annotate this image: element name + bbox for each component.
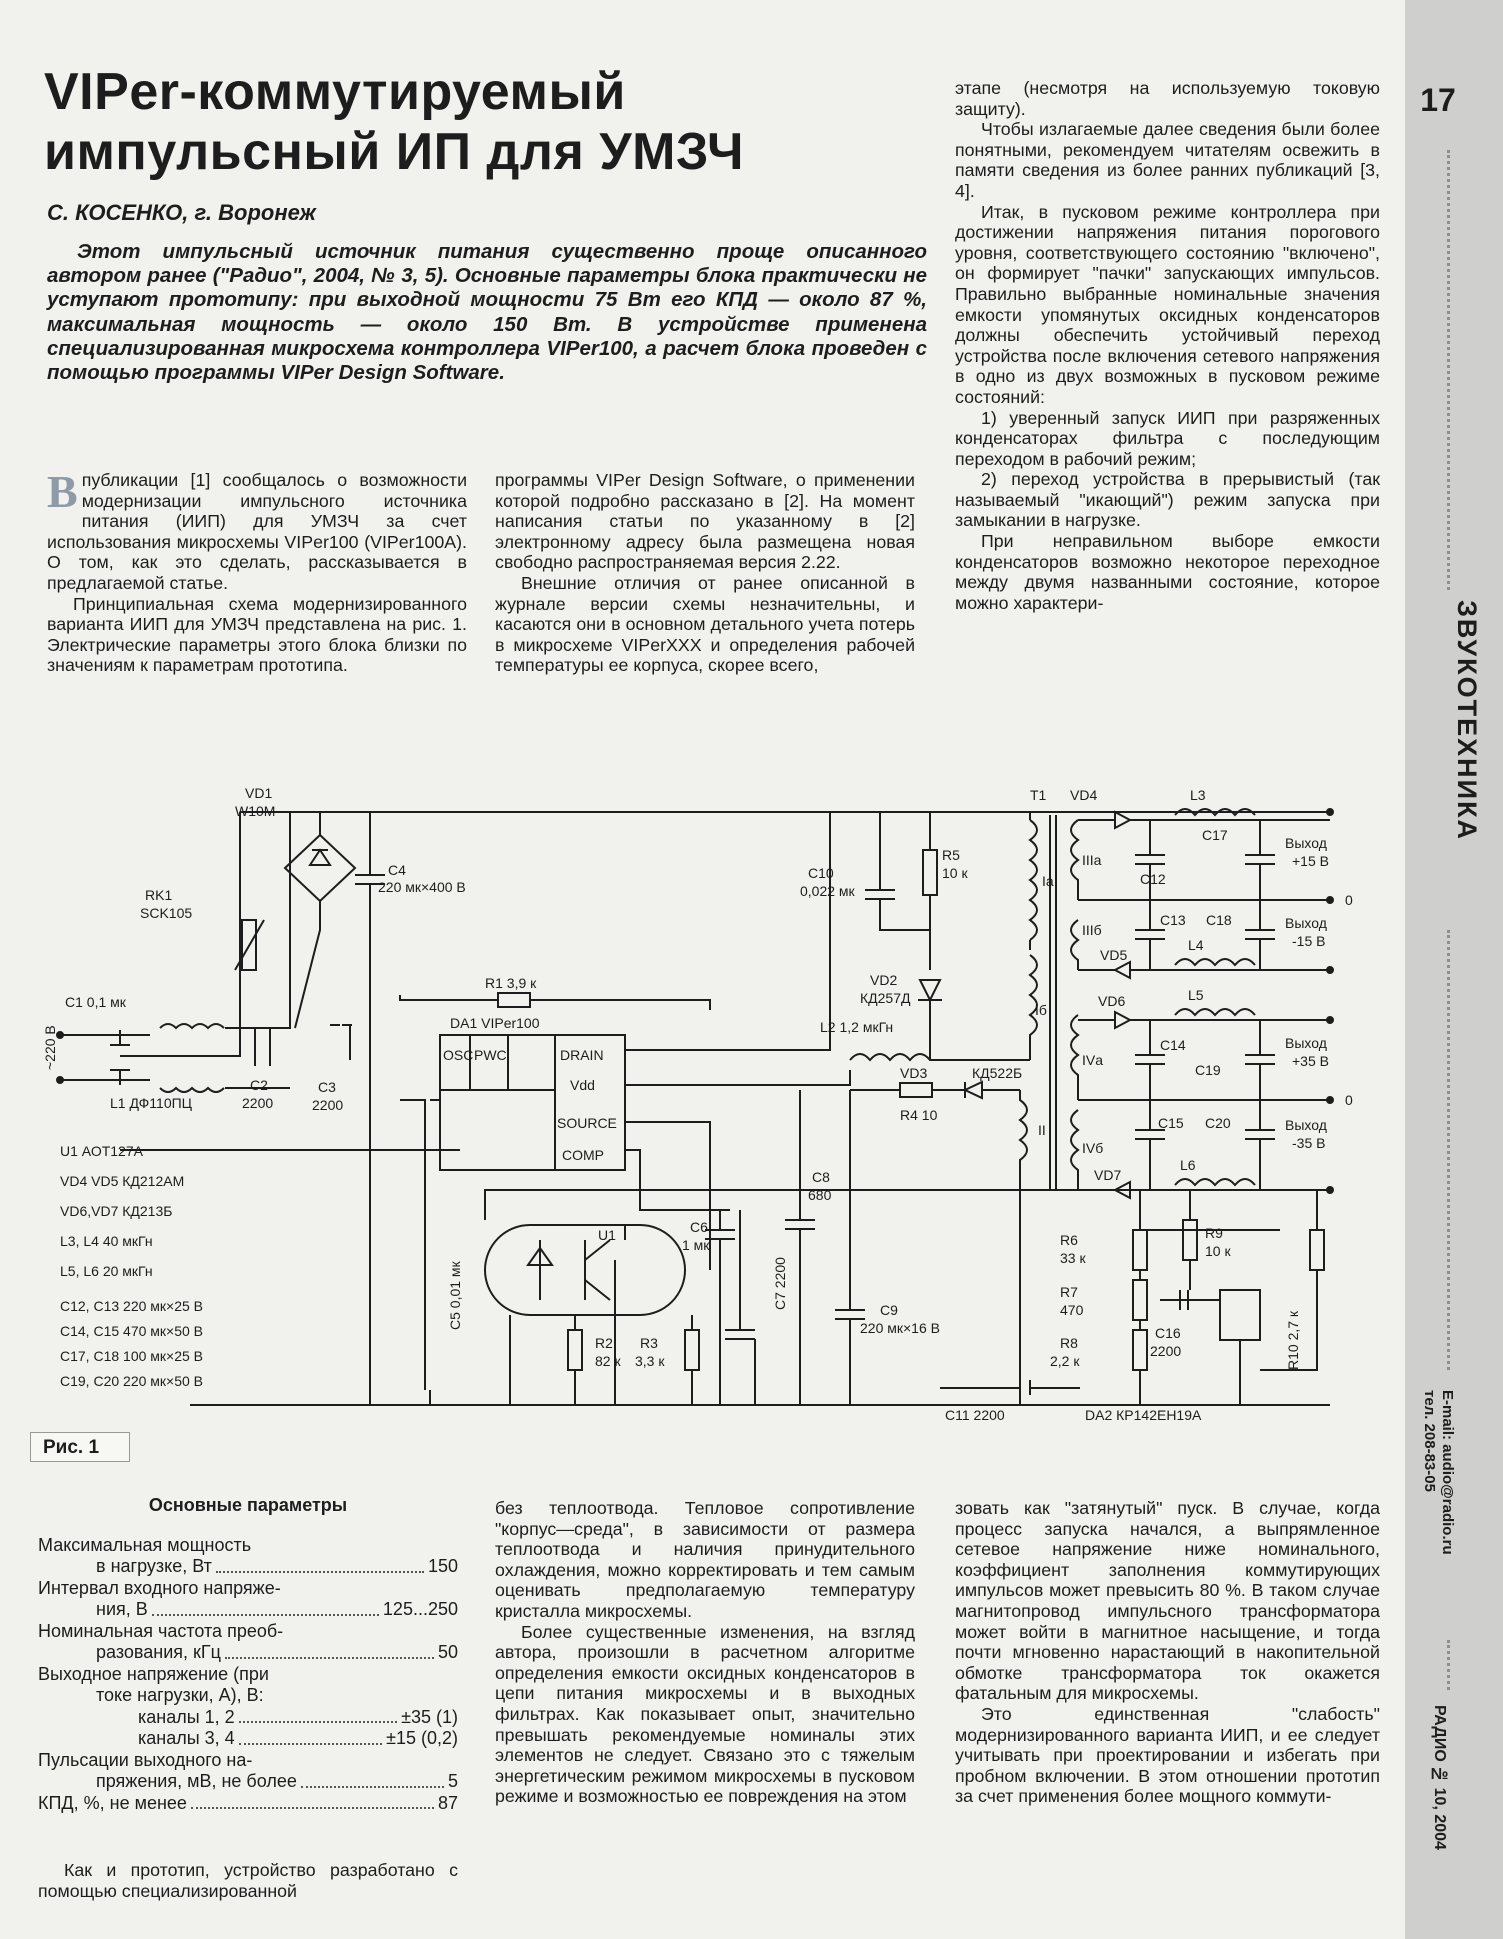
vd3-type: КД522Б xyxy=(972,1065,1023,1081)
legend-item: C14, C15 470 мк×50 В xyxy=(60,1323,204,1339)
section-title: ЗВУКОТЕХНИКА xyxy=(1452,600,1482,842)
vd2-label: VD2 xyxy=(870,972,898,988)
r9-value: 10 к xyxy=(1205,1243,1231,1259)
out2-label: Выход xyxy=(1285,915,1327,931)
l6-label: L6 xyxy=(1180,1157,1196,1173)
c3-label: C3 xyxy=(318,1079,336,1095)
r3-label: R3 xyxy=(640,1335,658,1351)
param-row xyxy=(38,1793,458,1815)
sidebar-divider xyxy=(1447,150,1452,590)
c1-label: C1 0,1 мк xyxy=(65,994,126,1010)
lead-paragraph: Этот импульсный источник питания существенно проще описанного автором ранее ("Радио", 2004, № 3, 5). Основные параметры блока практически не уступают прототипу: при выходной мощности 75 Вт его КПД — около 87 %, максимальная мощность — около 150 Вт. В устройстве применена специализированная микросхема контроллера VIPer100, а расчет блока проведен с помощью программы VIPer Design Software. xyxy=(47,240,927,385)
l1-label: L1 ДФ110ПЦ xyxy=(110,1095,193,1111)
param-label: Интервал входного напряже- xyxy=(38,1577,281,1598)
c19-label: C19 xyxy=(1195,1062,1221,1078)
vd1-label: VD1 xyxy=(245,785,273,801)
title-line-1: VIPer-коммутируемый xyxy=(44,63,626,121)
param-label: в нагрузке, Вт xyxy=(96,1556,212,1576)
param-value: 5 xyxy=(447,1771,458,1791)
out3-label: Выход xyxy=(1285,1035,1327,1051)
issue-label: РАДИО № 10, 2004 xyxy=(1431,1705,1448,1850)
r8-label: R8 xyxy=(1060,1335,1078,1351)
winding-iiib: IIIб xyxy=(1082,922,1102,938)
out4-value: -35 В xyxy=(1292,1135,1326,1151)
drop-cap: В xyxy=(47,466,78,517)
column-2 xyxy=(495,470,915,676)
winding-iiia: IIIа xyxy=(1082,852,1102,868)
c9-label: C9 xyxy=(880,1302,898,1318)
r10-label: R10 2,7 к xyxy=(1285,1310,1301,1370)
param-label: ния, В xyxy=(96,1599,148,1619)
paragraph: При неправильном выборе емкости конденсаторов возможно некоторое переходное между двумя названными состояние, которое можно характери- xyxy=(955,531,1380,613)
r6-label: R6 xyxy=(1060,1232,1078,1248)
legend-item: VD4 VD5 КД212АМ xyxy=(60,1173,185,1189)
l3-label: L3 xyxy=(1190,787,1206,803)
param-row xyxy=(38,1707,458,1729)
parameters-table xyxy=(38,1495,458,1814)
c2-value: 2200 xyxy=(242,1095,274,1111)
l2-label: L2 1,2 мкГн xyxy=(820,1019,894,1035)
legend-item: L5, L6 20 мкГн xyxy=(60,1263,153,1279)
author: С. КОСЕНКО, г. Воронеж xyxy=(47,200,316,225)
sidebar-strip xyxy=(1405,0,1503,1939)
out1-value: +15 В xyxy=(1292,853,1329,869)
param-row xyxy=(38,1599,458,1621)
vd4-label: VD4 xyxy=(1070,787,1098,803)
c4-label: C4 xyxy=(388,862,406,878)
r3-value: 3,3 к xyxy=(635,1353,665,1369)
c7-label: C7 2200 xyxy=(772,1257,788,1310)
param-value: 125...250 xyxy=(382,1599,458,1619)
paragraph: 2) переход устройства в прерывистый (так называемый "икающий") режим запуска при замыкании в нагрузке. xyxy=(955,469,1380,531)
vd2-type: КД257Д xyxy=(860,990,911,1006)
c8-value: 680 xyxy=(808,1187,832,1203)
c17-label: C17 xyxy=(1202,827,1228,843)
out2-value: -15 В xyxy=(1292,933,1326,949)
param-label: токе нагрузки, А), В: xyxy=(96,1685,264,1705)
param-label: Выходное напряжение (при xyxy=(38,1663,269,1684)
zero-2: 0 xyxy=(1345,1092,1353,1108)
r1-label: R1 3,9 к xyxy=(485,975,537,991)
paragraph: Это единственная "слабость" модернизированного варианта ИИП, и ее следует учитывать при проектировании и избегать при пробном включении. В этом отношении прототип за счет применения более мощного коммути- xyxy=(955,1703,1380,1807)
pin-drain: DRAIN xyxy=(560,1047,604,1063)
param-value: ±35 (1) xyxy=(401,1706,458,1727)
param-value: 150 xyxy=(427,1556,458,1576)
rk1-label: RK1 xyxy=(145,887,173,903)
paragraph: Более существенные изменения, на взгляд автора, произошли в расчетном алгоритме определения емкости оксидных конденсаторов в цепи питания микросхемы и в выходных фильтрах. Как показывает опыт, значительно превышать рекомендуемые номиналы этих элементов не следует. Связано это с тяжелым энергетическим режимом микросхемы в пусковом режиме и возможностью ее повреждения на этом xyxy=(495,1621,915,1807)
da2-label: DA2 КР142ЕН19А xyxy=(1085,1407,1202,1423)
r9-label: R9 xyxy=(1205,1225,1223,1241)
c20-label: C20 xyxy=(1205,1115,1231,1131)
rk1-type: SCK105 xyxy=(140,905,193,921)
pin-osc: OSC xyxy=(443,1047,474,1063)
circuit-schematic xyxy=(30,770,1390,1430)
contact-info xyxy=(1420,1390,1456,1555)
pin-source: SOURCE xyxy=(557,1115,617,1131)
r7-value: 470 xyxy=(1060,1302,1084,1318)
pin-comp: COMP xyxy=(562,1147,604,1163)
column-1 xyxy=(47,466,467,676)
paragraph: без теплоотвода. Тепловое сопротивление "корпус—среда", в зависимости от размера теплоотвода и наличия принудительного охлаждения, можно корректировать и тем самым оценивать предполагаемую температуру кристалла микросхемы. xyxy=(495,1498,915,1621)
column-2-bottom xyxy=(495,1498,915,1807)
vd6-label: VD6 xyxy=(1098,993,1126,1009)
column-3-bottom xyxy=(955,1498,1380,1807)
c4-value: 220 мк×400 В xyxy=(378,879,466,895)
article-title xyxy=(44,62,944,182)
legend-item: VD6,VD7 КД213Б xyxy=(60,1203,173,1219)
param-row xyxy=(38,1642,458,1664)
r2-label: R2 xyxy=(595,1335,613,1351)
legend-item: C17, C18 100 мк×25 В xyxy=(60,1348,204,1364)
zero-1: 0 xyxy=(1345,892,1353,908)
r8-value: 2,2 к xyxy=(1050,1353,1080,1369)
c15-label: C15 xyxy=(1158,1115,1184,1131)
legend-item: C19, C20 220 мк×50 В xyxy=(60,1373,204,1389)
param-value: ±15 (0,2) xyxy=(386,1728,458,1748)
c12-label: C12 xyxy=(1140,871,1166,887)
param-label: каналы 1, 2 xyxy=(138,1706,235,1727)
winding-ivb: IVб xyxy=(1082,1140,1104,1156)
c14-label: C14 xyxy=(1160,1037,1186,1053)
c10-value: 0,022 мк xyxy=(800,883,855,899)
c2-label: C2 xyxy=(250,1077,268,1093)
legend-item: L3, L4 40 мкГн xyxy=(60,1233,153,1249)
vd3-label: VD3 xyxy=(900,1065,928,1081)
u1-label: U1 xyxy=(598,1227,616,1243)
c10-label: C10 xyxy=(808,865,834,881)
winding-iva: IVа xyxy=(1082,1052,1104,1068)
c3-value: 2200 xyxy=(312,1097,344,1113)
r5-value: 10 к xyxy=(942,865,968,881)
param-value: 87 xyxy=(437,1792,458,1813)
column-1-bottom xyxy=(38,1860,458,1901)
c9-value: 220 мк×16 В xyxy=(860,1320,940,1336)
l5-label: L5 xyxy=(1188,987,1204,1003)
da1-label: DA1 VIPer100 xyxy=(450,1015,540,1031)
param-label: пряжения, мВ, не более xyxy=(96,1771,297,1791)
paragraph: Итак, в пусковом режиме контроллера при достижении напряжения питания порогового уровня, соответствующего состоянию "включено", он формирует "пачки" запускающих импульсов. Правильно выбранные номинальные значения емкости упомянутых оксидных конденсаторов должны обеспечить устойчивый переход устройства после включения сетевого напряжения в одно из двух возможных в пусковом режиме состояний: xyxy=(955,201,1380,407)
c5-label: C5 0,01 мк xyxy=(447,1261,463,1330)
title-line-2: импульсный ИП для УМЗЧ xyxy=(44,123,745,181)
paragraph: Как и прототип, устройство разработано с помощью специализированной xyxy=(38,1860,458,1901)
param-row xyxy=(38,1728,458,1750)
c16-label: C16 xyxy=(1155,1325,1181,1341)
paragraph: зовать как "затянутый" пуск. В случае, когда процесс запуска начался, а выпрямленное сетевое напряжение ниже номинального, коэффициент заполнения коммутирующих импульсов может превысить 80 %. В таком случае магнитопровод импульсного трансформатора может войти в магнитное насыщение, и тогда почти мгновенно нарастающий в накопительной обмотке трансформатора ток окажется фатальным для микросхемы. xyxy=(955,1498,1380,1704)
paragraph-text: публикации [1] сообщалось о возможности модернизации импульсного источника питания (ИИП) для УМЗЧ за счет использования микросхемы VIPer100 (VIPer100A). О том, как это сделать, рассказывается в предлагаемой статье. xyxy=(47,470,467,593)
email[interactable]: E-mail: audio@radio.ru xyxy=(1439,1390,1456,1555)
paragraph: Принципиальная схема модернизированного варианта ИИП для УМЗЧ представлена на рис. 1. Электрические параметры этого блока близки по значениям к параметрам прототипа. xyxy=(47,593,467,676)
winding-ib: Iб xyxy=(1035,1002,1047,1018)
param-row xyxy=(38,1556,458,1578)
page-number: 17 xyxy=(1420,82,1456,118)
param-label: Максимальная мощность xyxy=(38,1534,252,1555)
paragraph xyxy=(47,466,467,594)
pin-vdd: Vdd xyxy=(570,1077,595,1093)
vd1-type: W10M xyxy=(235,803,276,819)
r2-value: 82 к xyxy=(595,1353,621,1369)
paragraph: этапе (несмотря на используемую токовую защиту). xyxy=(955,78,1380,119)
t1-label: T1 xyxy=(1030,787,1047,803)
param-label: КПД, %, не менее xyxy=(38,1792,187,1813)
legend-item: C12, C13 220 мк×25 В xyxy=(60,1298,204,1314)
column-3 xyxy=(955,78,1380,613)
out4-label: Выход xyxy=(1285,1117,1327,1133)
vd7-label: VD7 xyxy=(1094,1167,1122,1183)
r6-value: 33 к xyxy=(1060,1250,1086,1266)
param-label: Пульсации выходного на- xyxy=(38,1749,253,1770)
r4-label: R4 10 xyxy=(900,1107,938,1123)
r7-label: R7 xyxy=(1060,1284,1078,1300)
param-value: 50 xyxy=(437,1642,458,1662)
out1-label: Выход xyxy=(1285,835,1327,851)
phone: тел. 208-83-05 xyxy=(1421,1390,1438,1492)
paragraph: Внешние отличия от ранее описанной в журнале версии схемы незначительны, и касаются они в основном детального учета потерь в микросхеме VIPerXXX и определения рабочей температуры ее корпуса, скорее всего, xyxy=(495,572,915,676)
vd5-label: VD5 xyxy=(1100,947,1128,963)
out3-value: +35 В xyxy=(1292,1053,1329,1069)
c6-label: C6 xyxy=(690,1219,708,1235)
c11-label: C11 2200 xyxy=(945,1407,1005,1423)
paragraph: Чтобы излагаемые далее сведения были более понятными, рекомендуем читателям освежить в памяти сведения из более ранних публикаций [3, 4]. xyxy=(955,119,1380,201)
sidebar-divider xyxy=(1447,930,1452,1370)
parameters-heading: Основные параметры xyxy=(148,1495,348,1515)
winding-ia: Iа xyxy=(1042,873,1054,889)
c13-label: C13 xyxy=(1160,912,1186,928)
mains-label: ~220 В xyxy=(42,1025,58,1070)
c18-label: C18 xyxy=(1206,912,1232,928)
c8-label: C8 xyxy=(812,1169,830,1185)
param-label: каналы 3, 4 xyxy=(138,1728,235,1748)
paragraph: программы VIPer Design Software, о применении которой подробно рассказано в [2]. На момент написания статьи по указанному в [2] электронному адресу была размещена новая свободно распространяемая версия 2.22. xyxy=(495,470,915,573)
param-row xyxy=(38,1771,458,1793)
legend-item: U1 АОТ127А xyxy=(60,1143,143,1159)
param-label: разования, кГц xyxy=(96,1642,221,1662)
l4-label: L4 xyxy=(1188,937,1204,953)
paragraph: 1) уверенный запуск ИИП при разряженных конденсаторах фильтра с последующим переходом в рабочий режим; xyxy=(955,407,1380,469)
c6-value: 1 мк xyxy=(682,1237,710,1253)
pin-pwc: PWC xyxy=(474,1047,507,1063)
sidebar-divider xyxy=(1447,1640,1452,1690)
winding-ii: II xyxy=(1038,1122,1046,1138)
c16-value: 2200 xyxy=(1150,1343,1182,1359)
r5-label: R5 xyxy=(942,847,960,863)
components-legend xyxy=(60,1143,203,1389)
figure-caption: Рис. 1 xyxy=(30,1432,130,1462)
param-label: Номинальная частота преоб- xyxy=(38,1620,284,1641)
